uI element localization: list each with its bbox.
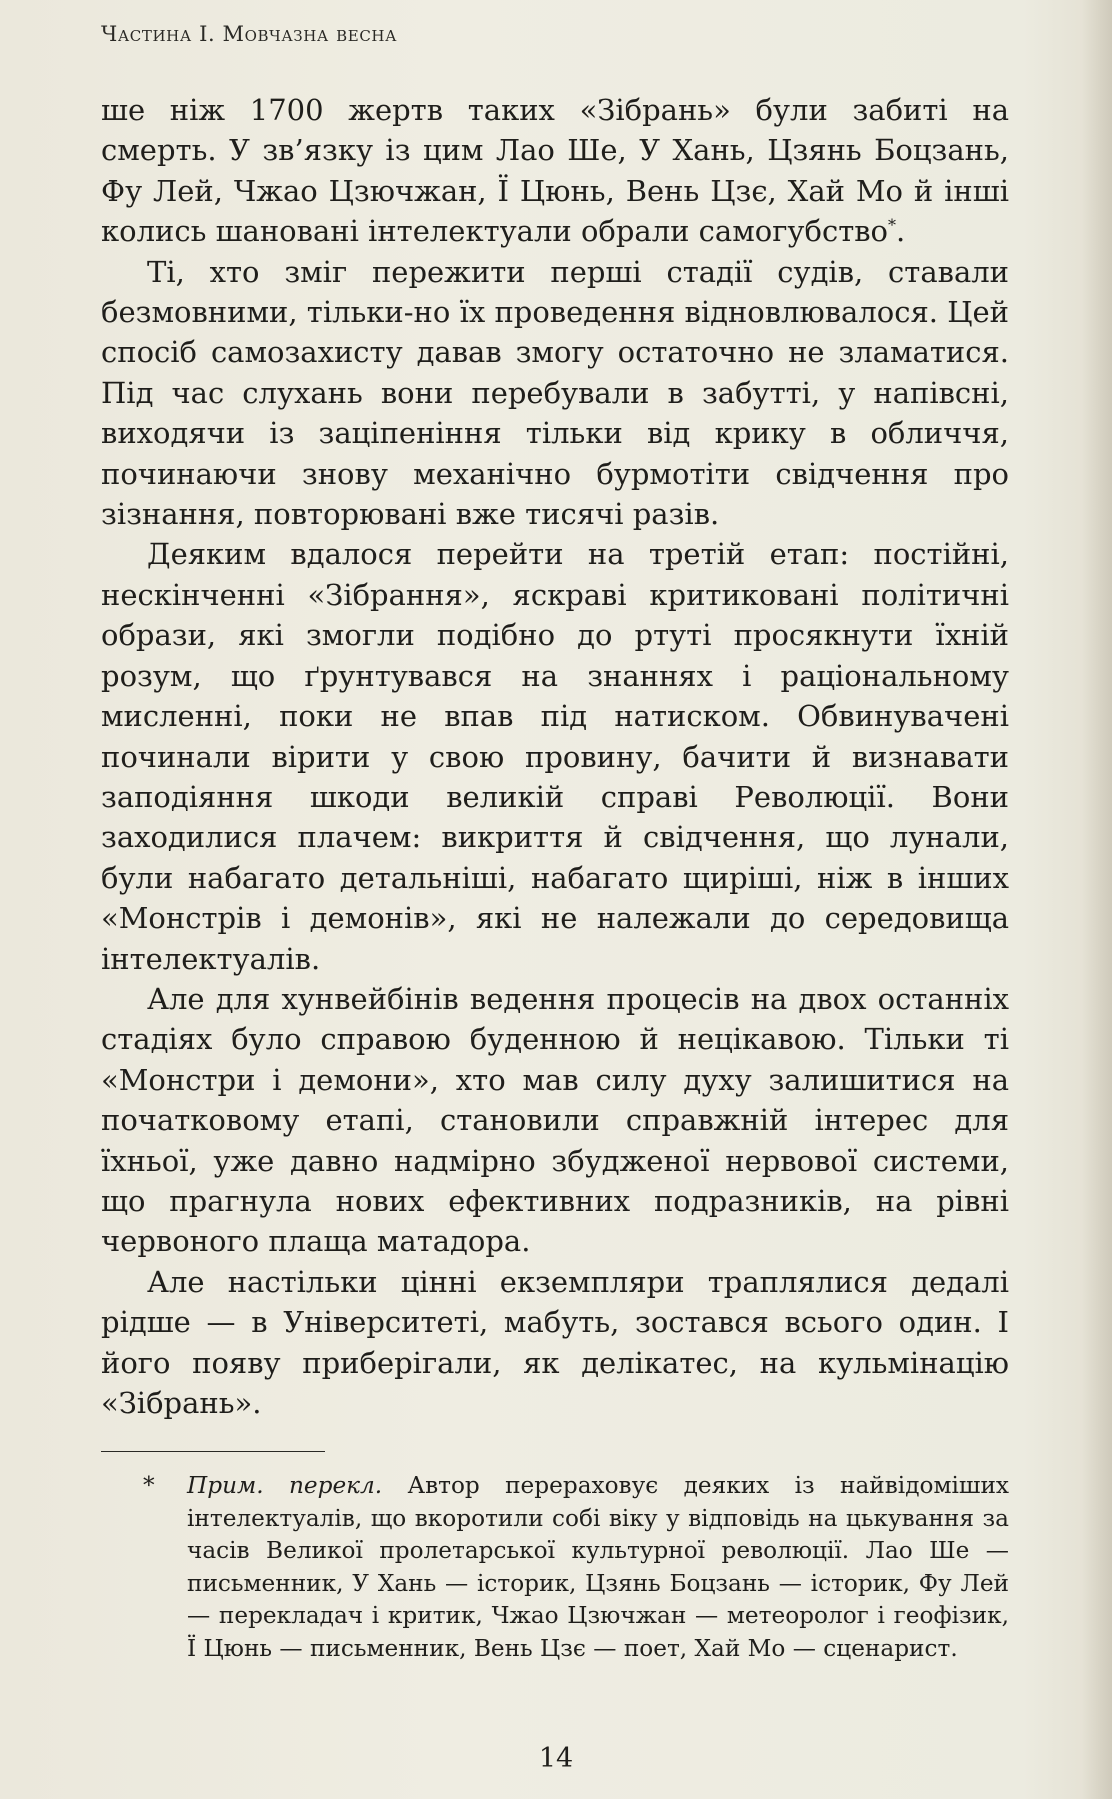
paragraph-1 bbox=[101, 90, 1009, 252]
main-text bbox=[101, 90, 1009, 1423]
paragraph-1-end: . bbox=[896, 214, 906, 249]
paragraph-3: Деяким вдалося перейти на третій етап: постійні, нескінченні «Зібрання», яскраві критиковані політичні образи, які змогли подібно до ртуті просякнути їхній розум, що ґрунтувався на знаннях і раціональному мисленні, поки не впав під натиском. Обвинувачені починали вірити у свою провину, бачити й визнавати заподіяння шкоди великій справі Революції. Вони заходилися плачем: викриття й свідчення, що лунали, були набагато детальніші, набагато щиріші, ніж в інших «Монстрів і демонів», які не належали до середовища інтелектуалів. bbox=[101, 537, 1009, 976]
footnote-body bbox=[187, 1470, 1009, 1666]
footnote-mark: * bbox=[143, 1472, 155, 1499]
page-number: 14 bbox=[538, 1743, 574, 1774]
footnote-text: Автор перераховує деяких із найвідоміших інтелектуалів, що вкоротили собі віку у відповідь на цькування за часів Великої пролетарської культурної революції. Лао Ше — письменник, У Хань — історик, Цзянь Боцзань — історик, Фу Лей — перекладач і критик, Чжао Цзючжан — метеоролог і геофізик, Ї Цюнь — письменник, Вень Цзє — поет, Хай Мо — сценарист. bbox=[187, 1472, 1009, 1662]
paragraph-4: Але для хунвейбінів ведення процесів на двох останніх стадіях було справою буденною й нецікавою. Тільки ті «Монстри і демони», хто мав силу духу залишитися на початковому етапі, становили справжній інтерес для їхньої, уже давно надмірно збудженої нервової системи, що прагнула нових ефективних подразників, на рівні червоного плаща матадора. bbox=[101, 981, 1009, 1259]
footnote bbox=[101, 1470, 1009, 1666]
paragraph-1-text: ше ніж 1700 жертв таких «Зібрань» були забиті на смерть. У зв’язку із цим Лао Ше, У Хань, Цзянь Боцзань, Фу Лей, Чжао Цзючжан, Ї Цюнь, Вень Цзє, Хай Мо й інші колись шановані інтелектуали обрали самогубство bbox=[101, 93, 1009, 249]
paragraph-5: Але настільки цінні екземпляри траплялися дедалі рідше — в Університеті, мабуть, зостався всього один. І його появу приберігали, як делікатес, на кульмінацію «Зібрань». bbox=[101, 1264, 1009, 1420]
page-edge-shadow bbox=[1082, 0, 1112, 1799]
paragraph-2: Ті, хто зміг пережити перші стадії судів, ставали безмовними, тільки-но їх проведення відновлювалося. Цей спосіб самозахисту давав змогу остаточно не зламатися. Під час слухань вони перебували в забутті, у напівсні, виходячи із заціпеніння тільки від крику в обличчя, починаючи знову механічно бурмотіти свідчення про зізнання, повторювані вже тисячі разів. bbox=[101, 254, 1009, 532]
running-head: Частина I. Мовчазна весна bbox=[101, 22, 398, 46]
footnote-reference: * bbox=[888, 215, 897, 235]
footnote-label: Прим. перекл. bbox=[187, 1472, 383, 1499]
footnote-separator bbox=[101, 1451, 325, 1452]
